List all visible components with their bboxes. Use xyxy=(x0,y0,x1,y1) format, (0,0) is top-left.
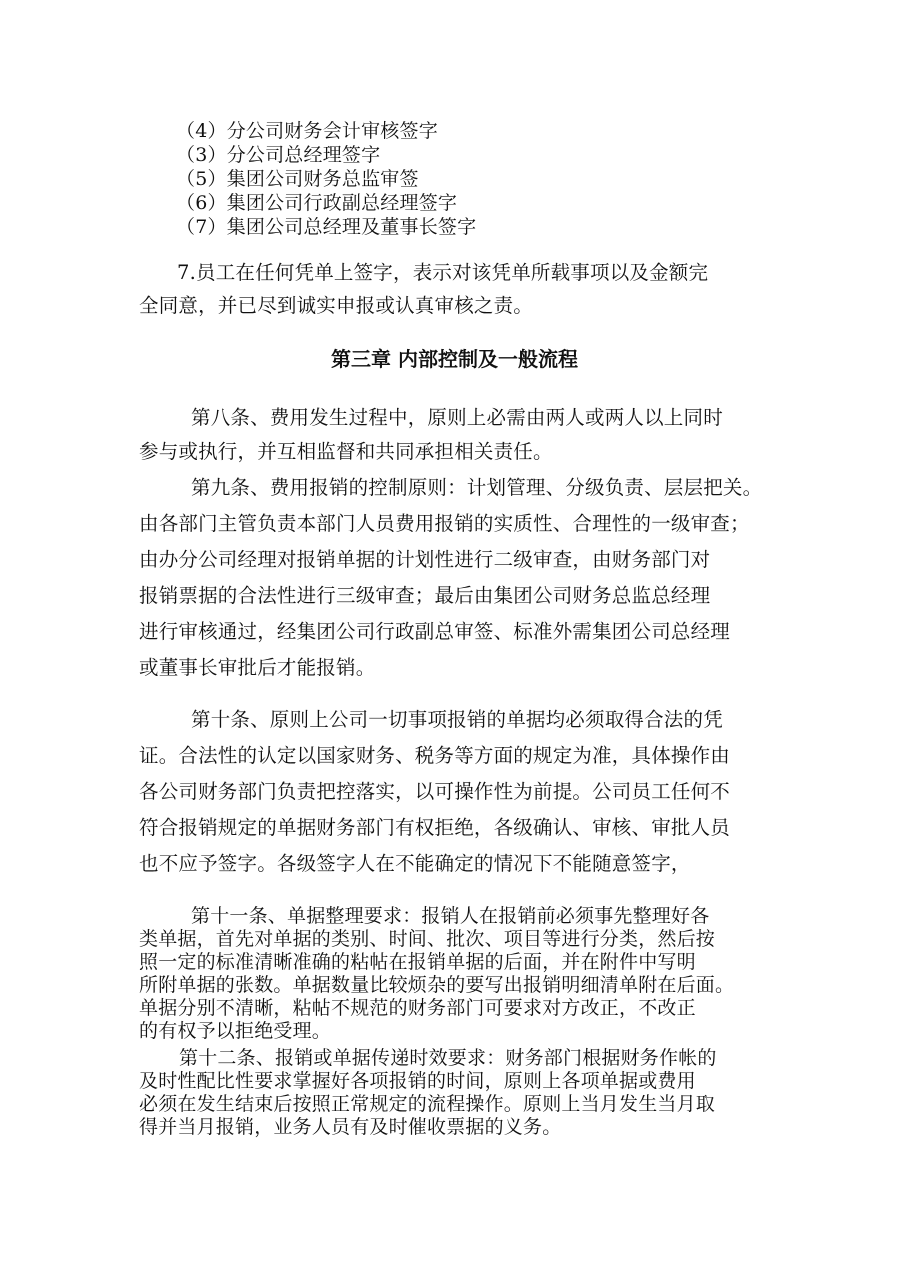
article-10-paragraph xyxy=(139,702,779,882)
text-line: 也不应予签字。各级签字人在不能确定的情况下不能随意签字， xyxy=(139,852,691,875)
text-line: 第九条、费用报销的控制原则：计划管理、分级负责、层层把关。 xyxy=(191,476,763,499)
list-item: （6）集团公司行政副总经理签字 xyxy=(176,192,458,214)
text-line: 第十二条、报销或单据传递时效要求：财务部门根据财务作帐的 xyxy=(179,1047,717,1069)
list-item: （5）集团公司财务总监审签 xyxy=(176,168,419,190)
text-line: 各公司财务部门负责把控落实，以可操作性为前提。公司员工任何不 xyxy=(139,780,731,803)
text-line: 参与或执行，并互相监督和共同承担相关责任。 xyxy=(139,440,553,463)
text-line: 报销票据的合法性进行三级审查；最后由集团公司财务总监总经理 xyxy=(139,584,711,607)
text-line: 证。合法性的认定以国家财务、税务等方面的规定为准，具体操作由 xyxy=(139,744,731,767)
approval-steps-list xyxy=(176,119,596,239)
text-line: 类单据，首先对单据的类别、时间、批次、项目等进行分类，然后按 xyxy=(139,928,716,950)
text-line: 符合报销规定的单据财务部门有权拒绝，各级确认、审核、审批人员 xyxy=(139,816,731,839)
text-line: 进行审核通过，经集团公司行政副总审签、标准外需集团公司总经理 xyxy=(139,620,731,643)
text-line: 单据分别不清晰，粘帖不规范的财务部门可要求对方改正，不改正 xyxy=(139,997,696,1019)
text-line: 必须在发生结束后按照正常规定的流程操作。原则上当月发生当月取 xyxy=(139,1093,716,1115)
text-line: 第十一条、单据整理要求：报销人在报销前必须事先整理好各 xyxy=(191,905,710,927)
article-9-paragraph xyxy=(139,470,779,686)
list-item: （3）分公司总经理签字 xyxy=(176,144,381,166)
clause-7-paragraph xyxy=(139,256,779,322)
text-line: 由各部门主管负责本部门人员费用报销的实质性、合理性的一级审查； xyxy=(139,512,750,535)
article-12-paragraph xyxy=(139,1047,779,1139)
text-line: 的有权予以拒绝受理。 xyxy=(139,1020,332,1042)
text-line: 第八条、费用发生过程中，原则上必需由两人或两人以上同时 xyxy=(191,406,723,429)
text-line: 所附单据的张数。单据数量比较烦杂的要写出报销明细清单附在后面。 xyxy=(139,974,735,996)
text-line: 照一定的标准清晰准确的粘帖在报销单据的后面，并在附件中写明 xyxy=(139,951,696,973)
text-line: 由办分公司经理对报销单据的计划性进行二级审查，由财务部门对 xyxy=(139,548,711,571)
text-line: 全同意，并已尽到诚实申报或认真审核之责。 xyxy=(139,294,534,317)
article-8-paragraph xyxy=(139,401,779,469)
text-line: 及时性配比性要求掌握好各项报销的时间，原则上各项单据或费用 xyxy=(139,1070,696,1092)
list-item: （7）集团公司总经理及董事长签字 xyxy=(176,216,477,238)
text-line: 或董事长审批后才能报销。 xyxy=(139,656,376,679)
text-line: 7.员工在任何凭单上签字，表示对该凭单所载事项以及金额完 xyxy=(177,261,709,284)
chapter-title: 第三章 内部控制及一般流程 xyxy=(331,347,578,371)
text-line: 得并当月报销，业务人员有及时催收票据的义务。 xyxy=(139,1116,562,1138)
text-line: 第十条、原则上公司一切事项报销的单据均必须取得合法的凭 xyxy=(191,708,723,731)
article-11-paragraph xyxy=(139,905,779,1043)
list-item: （4）分公司财务会计审核签字 xyxy=(176,120,438,142)
